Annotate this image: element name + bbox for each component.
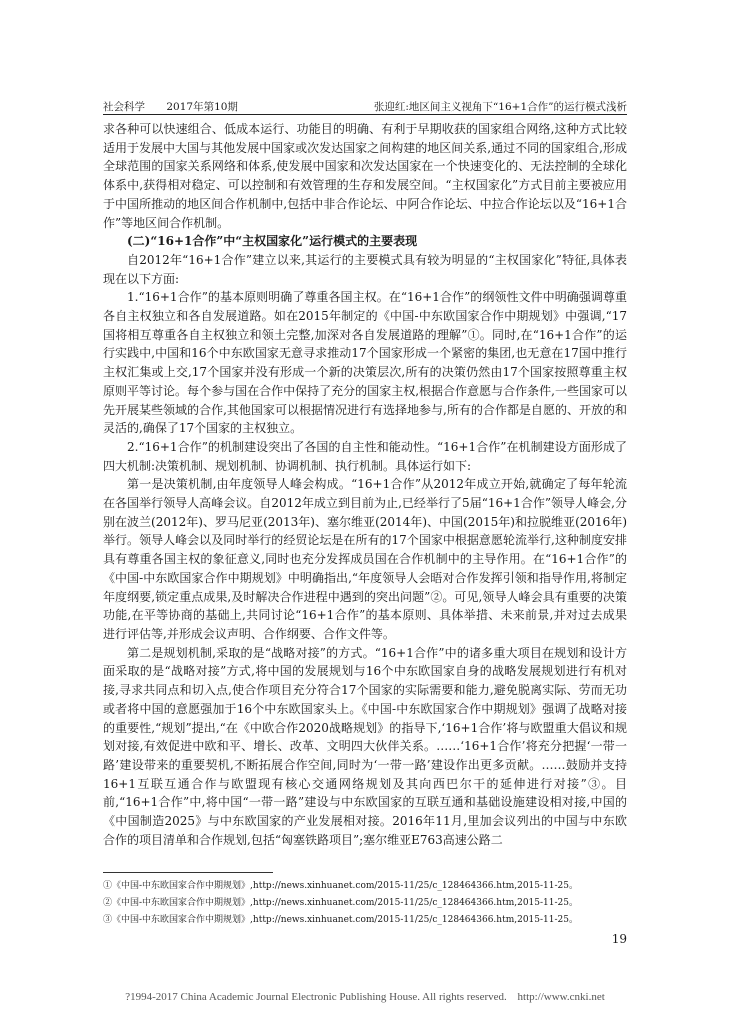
paragraph-6: 第二是规划机制,采取的是“战略对接”的方式。“16+1合作”中的诸多重大项目在规划和设计方面采取的是“战略对接”方式,将中国的发展规划与16个中东欧国家自身的战略发展规划进行有机对接,寻求共同点和切入点,使合作项目充分符合17个国家的实际需要和能力,避免脱离实际、劳而无功或者将中国的意愿强加于16个中东欧国家头上。《中国-中东欧国家合作中期规划》强调了战略对接的重要性,“规划”提出,“在《中欧合作2020战略规划》的指导下,‘16+1合作’将与欧盟重大倡议和规划对接,有效促进中欧和平、增长、改革、文明四大伙伴关系。……‘16+1合作’将充分把握‘一带一路’建设带来的重要契机,不断拓展合作空间,同时为‘一带一路’建设作出更多贡献。……鼓励并支持16+1互联互通合作与欧盟现有核心交通网络规划及其向西巴尔干的延伸进行对接”③。目前,“16+1合作”中,将中国“一带一路”建设与中东欧国家的互联互通和基础设施建设相对接,中国的《中国制造2025》与中东欧国家的产业发展相对接。2016年11月,里加会议列出的中国与中东欧合作的项目清单和合作规划,包括“匈塞铁路项目”;塞尔维亚E763高速公路二 bbox=[103, 645, 627, 847]
footnotes bbox=[103, 878, 627, 929]
paragraph-2: 自2012年“16+1合作”建立以来,其运行的主要模式具有较为明显的“主权国家化”特征,具体表现在以下方面: bbox=[103, 252, 627, 286]
footnote-rule bbox=[103, 872, 273, 873]
paragraph-1: 求各种可以快速组合、低成本运行、功能目的明确、有利于早期收获的国家组合网络,这种方式比较适用于发展中大国与其他发展中国家或次发达国家之间构建的地区间关系,通过不同的国家组合,形成全球范围的国家关系网络和体系,使发展中国家和次发达国家在一个快速变化的、无法控制的全球化体系中,获得相对稳定、可以控制和有效管理的生存和发展空间。“主权国家化”方式目前主要被应用于中国所推动的地区间合作机制中,包括中非合作论坛、中阿合作论坛、中拉合作论坛以及“16+1合作”等地区间合作机制。 bbox=[103, 122, 627, 230]
section-title: (二)“16+1合作”中“主权国家化”运行模式的主要表现 bbox=[127, 234, 418, 249]
copyright-text: ?1994-2017 China Academic Journal Electronic Publishing House. All rights reserved. bbox=[125, 991, 507, 1003]
header-rule bbox=[103, 114, 627, 115]
paragraph-4: 2.“16+1合作”的机制建设突出了各国的自主性和能动性。“16+1合作”在机制建设方面形成了四大机制:决策机制、规划机制、协调机制、执行机制。具体运行如下: bbox=[103, 439, 627, 473]
copyright-line bbox=[0, 991, 730, 1003]
paragraph-3: 1.“16+1合作”的基本原则明确了尊重各国主权。在“16+1合作”的纲领性文件中明确强调尊重各自主权独立和各自发展道路。如在2015年制定的《中国-中东欧国家合作中期规划》中强调,“17国将相互尊重各自主权独立和领土完整,加深对各自发展道路的理解”①。同时,在“16+1合作”的运行实践中,中国和16个中东欧国家无意寻求推动17个国家形成一个紧密的集团,也无意在17国中推行主权汇集或上交,17个国家并没有形成一个新的决策层次,所有的决策仍然由17个国家按照尊重主权原则平等讨论。每个参与国在合作中保持了充分的国家主权,根据合作意愿与合作条件,一些国家可以先开展某些领域的合作,其他国家可以根据情况进行有选择地参与,所有的合作都是自愿的、开放的和灵活的,确保了17个国家的主权独立。 bbox=[103, 290, 627, 436]
footnote-1: ①《中国-中东欧国家合作中期规划》,http://news.xinhuanet.com/2015-11/25/c_128464366.htm,2015-11-25。 bbox=[103, 881, 578, 891]
footnote-3: ③《中国-中东欧国家合作中期规划》,http://news.xinhuanet.com/2015-11/25/c_128464366.htm,2015-11-25。 bbox=[103, 915, 578, 925]
footnote-2: ②《中国-中东欧国家合作中期规划》,http://news.xinhuanet.com/2015-11/25/c_128464366.htm,2015-11-25。 bbox=[103, 898, 578, 908]
page-number: 19 bbox=[611, 932, 627, 946]
issue-label: 2017年第10期 bbox=[166, 101, 238, 113]
journal-name: 社会科学 bbox=[103, 101, 145, 113]
article-running-title: 张迎红:地区间主义视角下“16+1合作”的运行模式浅析 bbox=[373, 101, 627, 113]
cnki-link[interactable]: http://www.cnki.net bbox=[517, 991, 605, 1003]
header-left bbox=[103, 99, 256, 114]
paragraph-5: 第一是决策机制,由年度领导人峰会构成。“16+1合作”从2012年成立开始,就确定了每年轮流在各国举行领导人高峰会议。自2012年成立到目前为止,已经举行了5届“16+1合作”领导人峰会,分别在波兰(2012年)、罗马尼亚(2013年)、塞尔维亚(2014年)、中国(2015年)和拉脱维亚(2016年)举行。领导人峰会以及同时举行的经贸论坛是在所有的17个国家中根据意愿轮流举行,这种制度安排具有尊重各国主权的象征意义,同时也充分发挥成员国在合作机制中的主导作用。在“16+1合作”的《中国-中东欧国家合作中期规划》中明确指出,“年度领导人会晤对合作发挥引领和指导作用,将制定年度纲要,锁定重点成果,及时解决合作进程中遇到的突出问题”②。可见,领导人峰会具有重要的决策功能,在平等协商的基础上,共同讨论“16+1合作”的基本原则、具体举措、未来前景,并对过去成果进行评估等,并形成会议声明、合作纲要、合作文件等。 bbox=[103, 477, 627, 641]
running-header bbox=[103, 98, 627, 114]
article-body bbox=[103, 120, 627, 849]
